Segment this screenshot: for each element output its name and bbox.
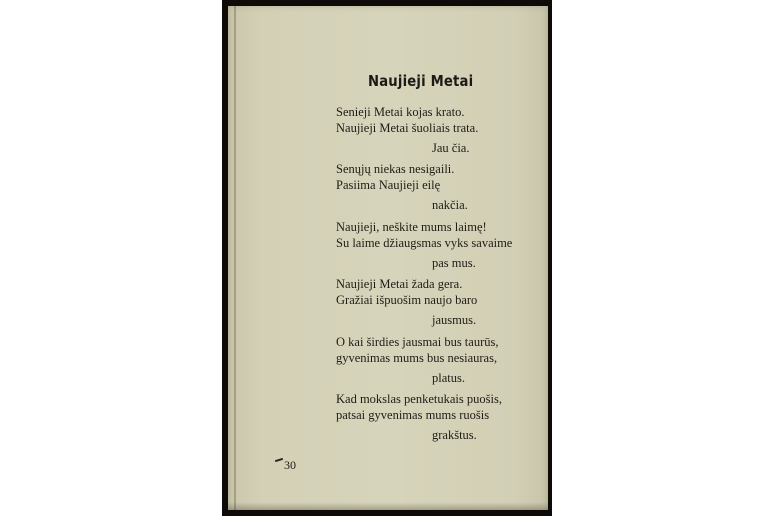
page-bottom-shadow — [228, 502, 548, 510]
stanza-line: gyvenimas mums bus nesiauras, — [336, 351, 498, 365]
stanza-tail: platus. — [432, 371, 465, 385]
stanza-tail: pas mus. — [432, 256, 476, 270]
stanza-line: Senieji Metai kojas krato. — [336, 105, 465, 119]
book-page — [228, 6, 548, 510]
stanza-3 — [336, 219, 512, 271]
page-number — [284, 458, 296, 473]
page-number-text: 30 — [284, 458, 296, 472]
pencil-mark — [275, 458, 283, 462]
stanza-tail: Jau čia. — [432, 141, 470, 155]
stanza-line: patsai gyvenimas mums ruošis — [336, 408, 490, 422]
stanza-line: Kad mokslas penketukais puošis, — [336, 392, 502, 406]
stanza-6 — [336, 391, 502, 443]
stanza-line: Su laime džiaugsmas vyks savaime — [336, 236, 513, 250]
stanza-line: Naujieji Metai žada gera. — [336, 277, 463, 291]
stanza-5 — [336, 334, 498, 386]
stanza-tail: jausmus. — [432, 313, 477, 327]
stanza-1 — [336, 104, 478, 156]
stanza-line: Senųjų niekas nesigaili. — [336, 162, 455, 176]
stanza-line: Naujieji Metai šuoliais trata. — [336, 121, 479, 135]
stanza-line: Naujieji, neškite mums laimę! — [336, 220, 487, 234]
page-fold — [234, 6, 236, 510]
stanza-line: O kai širdies jausmai bus taurūs, — [336, 335, 499, 349]
stanza-tail: nakčia. — [432, 198, 468, 212]
stanza-2 — [336, 161, 468, 213]
stanza-4 — [336, 276, 477, 328]
poem-title: Naujieji Metai — [368, 72, 474, 90]
stanza-line: Gražiai išpuošim naujo baro — [336, 293, 478, 307]
stanza-tail: grakštus. — [432, 428, 477, 442]
stanza-line: Pasiima Naujieji eilę — [336, 178, 441, 192]
